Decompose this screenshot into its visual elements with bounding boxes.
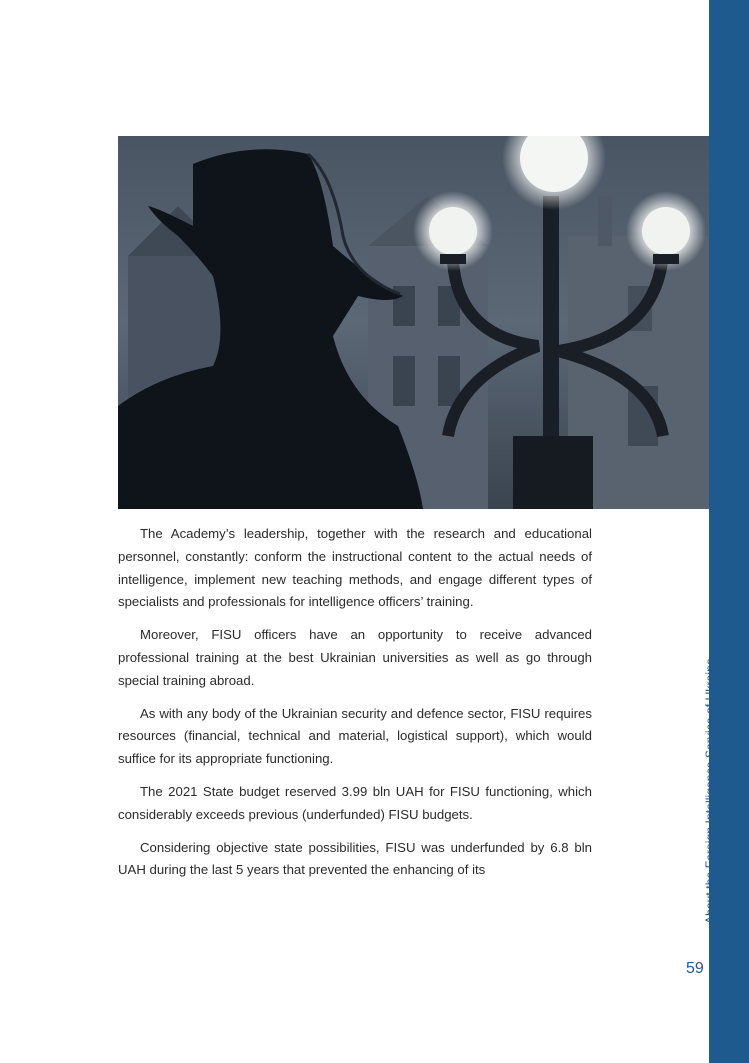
paragraph: The 2021 State budget reserved 3.99 bln UAH for FISU functioning, which considerably exceeds previous (underfunded) FISU budgets. [118, 783, 592, 822]
hero-photo-silhouette-with-street-lamps [118, 136, 709, 509]
body-text [118, 523, 592, 892]
paragraph: Considering objective state possibilities, FISU was underfunded by 6.8 bln UAH during the last 5 years that prevented the enhancing of its [118, 839, 592, 878]
paragraph: Moreover, FISU officers have an opportunity to receive advanced professional training at the best Ukrainian universities as well as go through special training abroad. [118, 627, 592, 688]
running-header-caption: About the Foreign Intelligence Service of Ukraine [703, 658, 717, 924]
paragraph: As with any body of the Ukrainian security and defence sector, FISU requires resources (financial, technical and material, logistical support), which would suffice for its appropriate functioning. [118, 705, 592, 767]
paragraph: The Academy’s leadership, together with the research and educational personnel, constantly: conform the instructional content to the actual needs of intelligence, implement new teaching methods, and engage different types of specialists and professionals for intelligence officers’ training. [118, 526, 592, 610]
page-number: 59 [686, 960, 704, 977]
